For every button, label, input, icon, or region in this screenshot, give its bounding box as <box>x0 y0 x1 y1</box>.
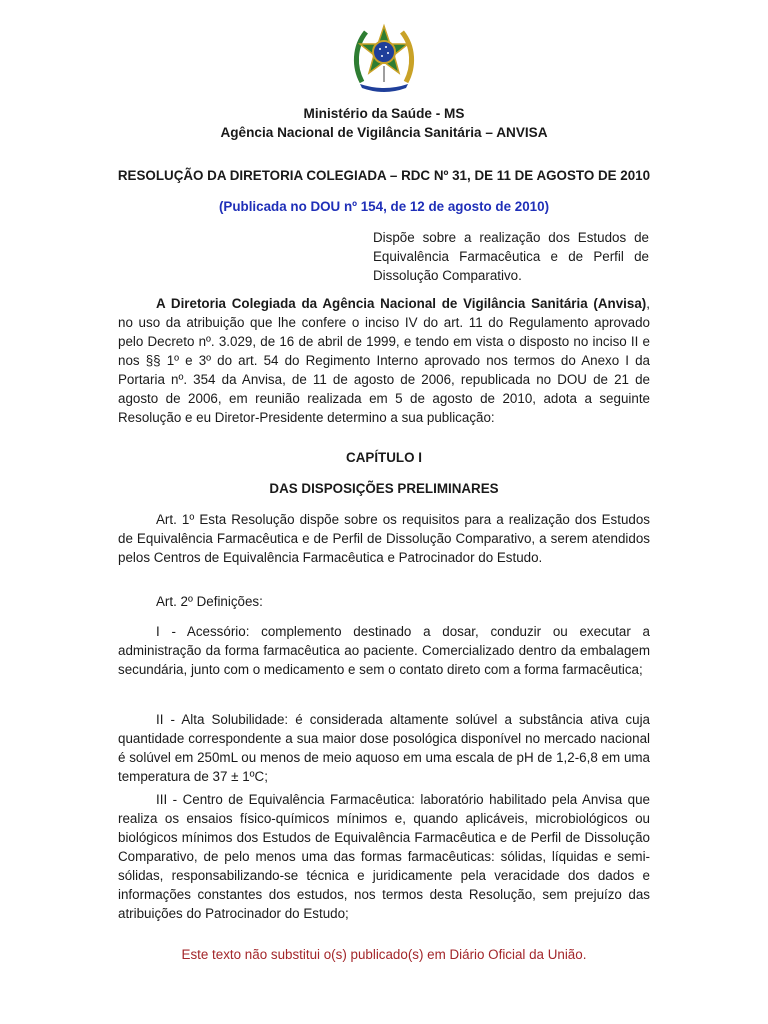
document-header <box>0 104 768 142</box>
resolution-title: RESOLUÇÃO DA DIRETORIA COLEGIADA – RDC Nº 31, DE 11 DE AGOSTO DE 2010 <box>117 168 651 183</box>
preamble-paragraph <box>118 294 650 427</box>
definition-3-text: III - Centro de Equivalência Farmacêutica: laboratório habilitado pela Anvisa que realiza os ensaios físico-químicos mínimos e, quando aplicáveis, microbiológicos ou biológicos mínimos dos Estudos de Equivalência Farmacêutica e de Perfil de Dissolução Comparativo, de pelo menos uma das formas farmacêuticas: sólidas, líquidas e semi-sólidas, responsabilizando-se técnica e juridicamente pela veracidade dos dados e informações constantes dos estudos, nos termos desta Resolução, sem prejuízo das atribuições do Patrocinador do Estudo; <box>118 792 650 921</box>
definition-1-text: I - Acessório: complemento destinado a dosar, conduzir ou executar a administração da forma farmacêutica ao paciente. Comercializado dentro da embalagem secundária, junto com o medicamento e sem o contato direto com a forma farmacêutica; <box>118 624 650 677</box>
disclaimer-footer: Este texto não substitui o(s) publicado(s) em Diário Oficial da União. <box>181 947 587 962</box>
agency-name: Agência Nacional de Vigilância Sanitária – ANVISA <box>220 125 548 140</box>
ministry-name: Ministério da Saúde - MS <box>303 106 465 121</box>
article-1-text: Art. 1º Esta Resolução dispõe sobre os requisitos para a realização dos Estudos de Equivalência Farmacêutica e de Perfil de Dissolução Comparativo, a serem atendidos pelos Centros de Equivalência Farmacêutica e Patrocinador do Estudo. <box>118 512 650 565</box>
definition-1 <box>118 622 650 679</box>
definition-2-text: II - Alta Solubilidade: é considerada altamente solúvel a substância ativa cuja quantidade correspondente a sua maior dose posológica disponível no mercado nacional é solúvel em 250mL ou menos de meio aquoso em uma escala de pH de 1,2-6,8 em uma temperatura de 37 ± 1ºC; <box>118 712 650 784</box>
article-2-text: Art. 2º Definições: <box>156 594 263 609</box>
publication-note: (Publicada no DOU nº 154, de 12 de agosto de 2010) <box>218 199 550 214</box>
brazil-coat-of-arms-icon <box>352 22 416 92</box>
definition-2 <box>118 710 650 786</box>
chapter-number: CAPÍTULO I <box>346 450 422 465</box>
definition-3 <box>118 790 650 923</box>
preamble-text: , no uso da atribuição que lhe confere o inciso IV do art. 11 do Regulamento aprovado pelo Decreto nº. 3.029, de 16 de abril de 1999, e tendo em vista o disposto no inciso II e nos §§ 1º e 3º do art. 54 do Regimento Interno aprovado nos termos do Anexo I da Portaria nº. 354 da Anvisa, de 11 de agosto de 2006, republicada no DOU de 21 de agosto de 2006, em reunião realizada em 5 de agosto de 2010, adota a seguinte Resolução e eu Diretor-Presidente determino a sua publicação: <box>118 296 650 425</box>
chapter-title: DAS DISPOSIÇÕES PRELIMINARES <box>269 481 499 496</box>
article-2 <box>118 592 650 611</box>
ementa: Dispõe sobre a realização dos Estudos de Equivalência Farmacêutica e de Perfil de Dissolução Comparativo. <box>373 230 649 283</box>
article-1 <box>118 510 650 567</box>
preamble-bold: A Diretoria Colegiada da Agência Nacional de Vigilância Sanitária (Anvisa) <box>156 296 647 311</box>
